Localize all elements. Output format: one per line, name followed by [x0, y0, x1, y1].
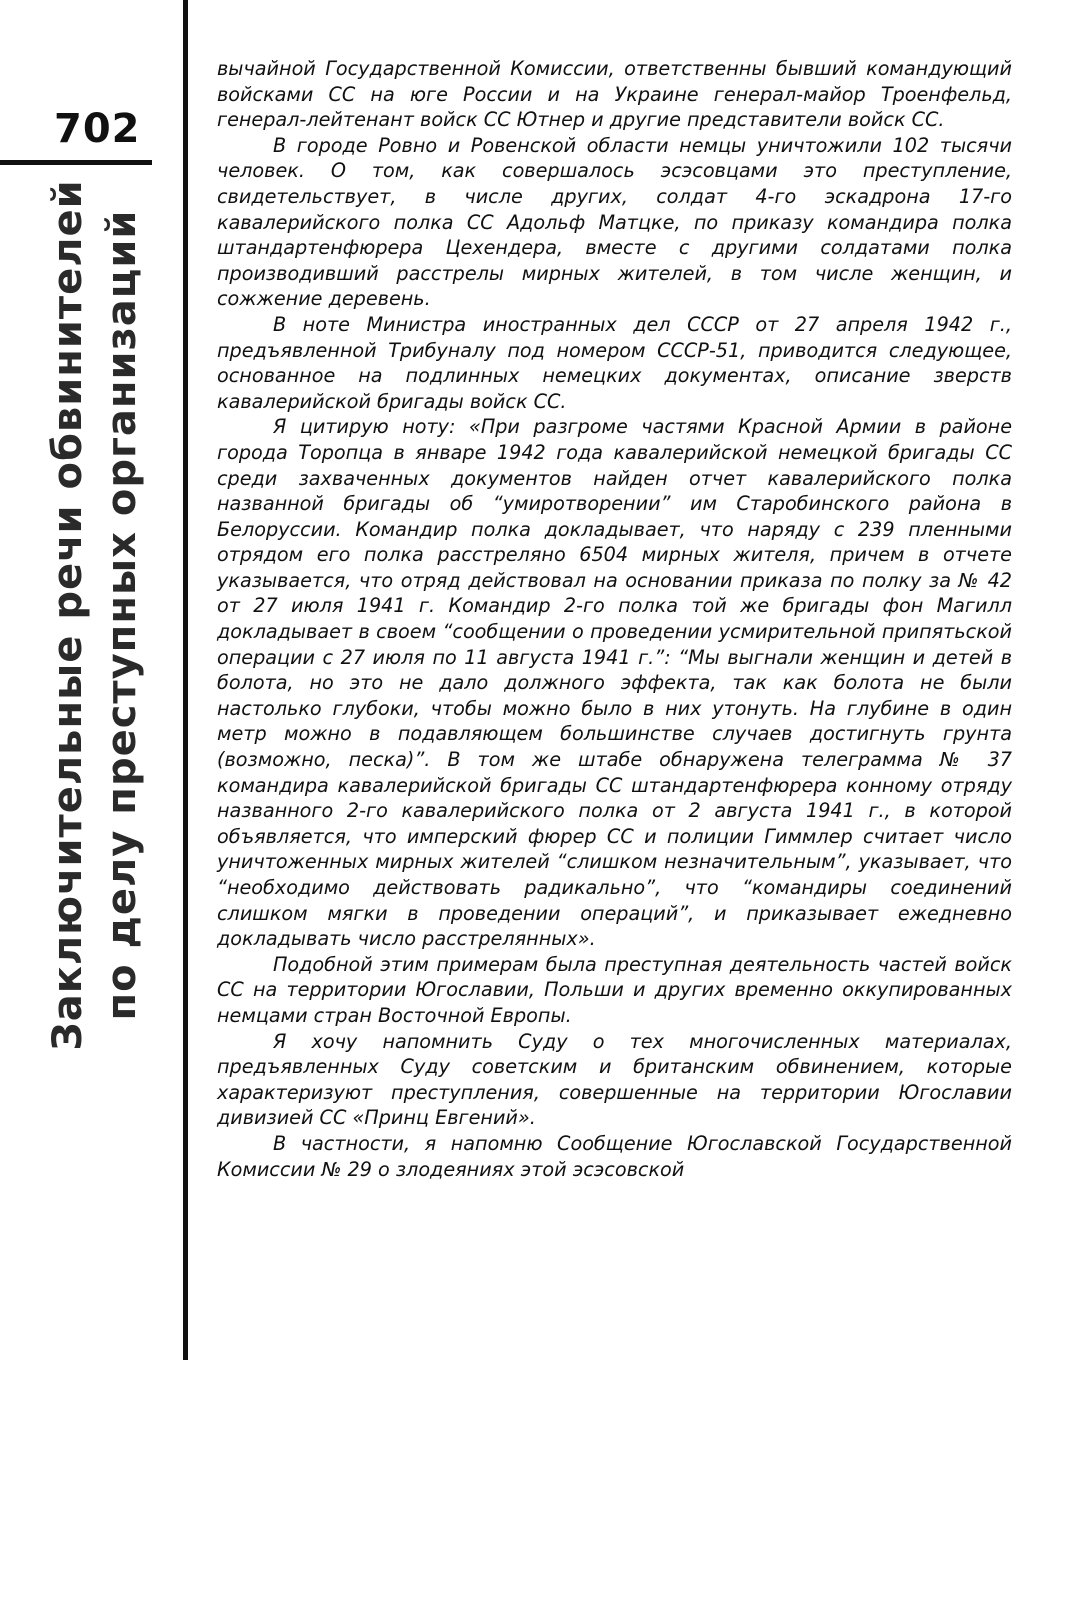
paragraph: Подобной этим примерам была преступная деятельность частей войск СС на территории Югославии, Польши и других временно оккупированных немцами стран Восточной Европы. — [217, 952, 1012, 1027]
running-title-line-2: по делу преступных организаций — [99, 209, 145, 1021]
page-number: 702 — [54, 106, 141, 152]
paragraph: вычайной Государственной Комиссии, ответственны бывший командующий войсками СС на юге России и на Украине генерал-майор Троенфельд, генерал-лейтенант войск СС Ютнер и другие представители войск СС. — [217, 57, 1012, 132]
paragraph: Я хочу напомнить Суду о тех многочисленных материалах, предъявленных Суду советским и британским обвинением, которые характеризуют преступления, совершенные на территории Югославии дивизией СС «Принц Евгений». — [217, 1029, 1012, 1130]
running-title-line-1: Заключительные речи обвинителей — [45, 179, 91, 1051]
paragraph: В частности, я напомню Сообщение Югославской Государственной Комиссии № 29 о злодеяниях этой эсэсовской — [217, 1131, 1012, 1181]
page-number-rule — [0, 160, 152, 165]
body-text — [217, 56, 1012, 1182]
paragraph: В ноте Министра иностранных дел СССР от 27 апреля 1942 г., предъявленной Трибуналу под номером СССР-51, приводится следующее, основанное на подлинных немецких документах, описание зверств кавалерийской бригады войск СС. — [217, 312, 1012, 413]
paragraph: В городе Ровно и Ровенской области немцы уничтожили 102 тысячи человек. О том, как совершалось эсэсовцами это преступление, свидетельствует, в числе других, солдат 4-го эскадрона 17-го кавалерийского полка СС Адольф Матцке, по приказу командира полка штандартенфюрера Цехендера, вместе с другими солдатами полка производивший расстрелы мирных жителей, в том числе женщин, и сожжение деревень. — [217, 133, 1012, 311]
paragraph: Я цитирую ноту: «При разгроме частями Красной Армии в районе города Торопца в январе 1942 года кавалерийской немецкой бригады СС среди захваченных документов найден отчет кавалерийского полка названной бригады об “умиротворении” им Старобинского района в Белоруссии. Командир полка докладывает, что наряду с 239 пленными отрядом его полка расстреляно 6504 мирных жителя, причем в отчете указывается, что отряд действовал на основании приказа по полку за № 42 от 27 июля 1941 г. Командир 2-го полка той же бригады фон Магилл докладывает в своем “сообщении о проведении усмирительной припятьской операции с 27 июля по 11 августа 1941 г.”: “Мы выгнали женщин и детей в болота, но это не дало должного эффекта, так как болота не были настолько глубоки, чтобы можно было в них утонуть. На глубине в один метр можно в подавляющем большинстве случаев достигнуть грунта (возможно, песка)”. В том же штабе обнаружена телеграмма № 37 командира кавалерийской бригады СС штандартенфюрера конному отряду названного 2-го кавалерийского полка от 2 августа 1941 г., в которой объявляется, что имперский фюрер СС и полиции Гиммлер считает число уничтоженных мирных жителей “слишком незначительным”, указывает, что “необходимо действовать радикально”, что “командиры соединений слишком мягки в проведении операций”, и приказывает ежедневно докладывать число расстрелянных». — [217, 415, 1012, 951]
margin-rule — [183, 0, 188, 1360]
